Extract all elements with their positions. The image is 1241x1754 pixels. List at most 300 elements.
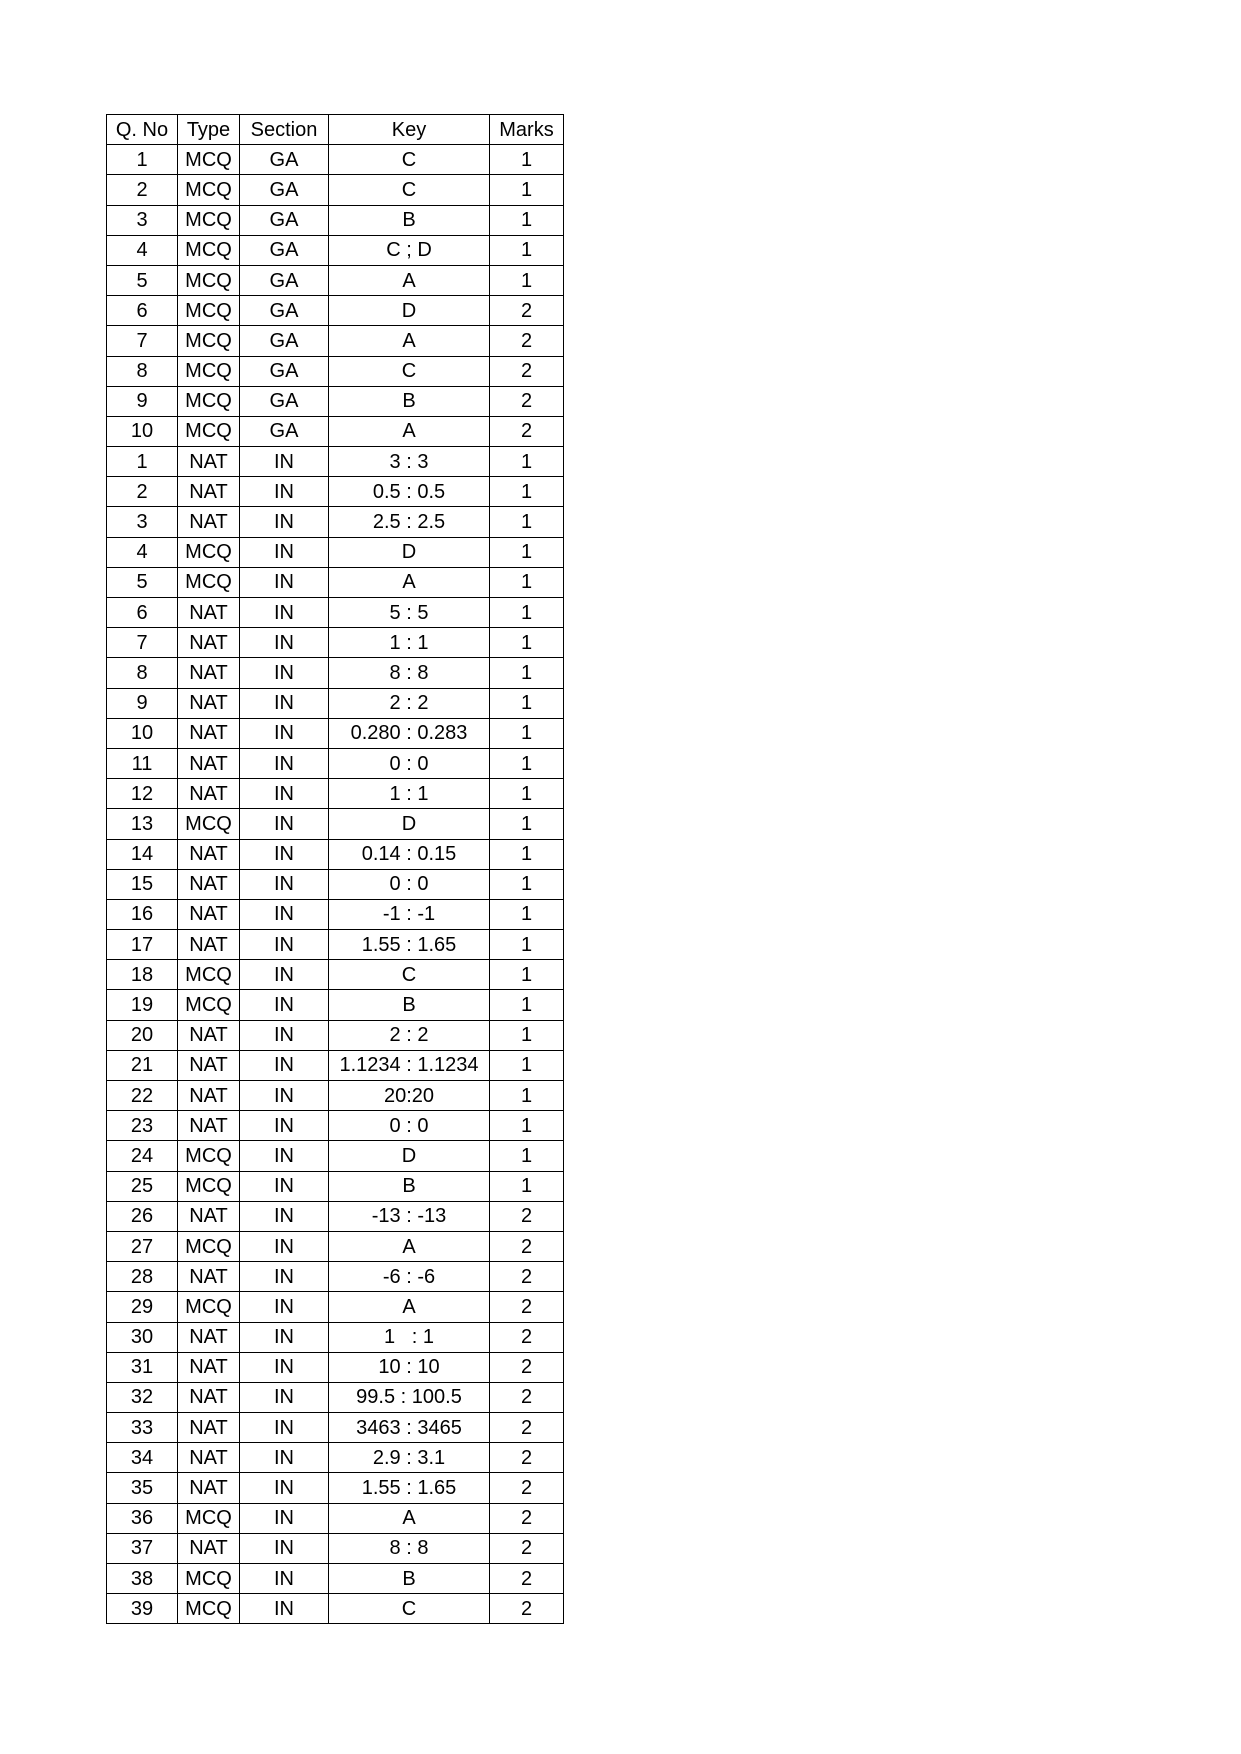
table-row <box>107 1503 564 1533</box>
section-cell: IN <box>240 779 329 809</box>
table-row <box>107 1201 564 1231</box>
key-cell: B <box>329 990 490 1020</box>
section-cell: IN <box>240 567 329 597</box>
marks-cell: 1 <box>490 145 564 175</box>
type-cell: MCQ <box>178 809 240 839</box>
marks-cell: 2 <box>490 1352 564 1382</box>
section-cell: IN <box>240 1413 329 1443</box>
type-cell: MCQ <box>178 1292 240 1322</box>
table-row <box>107 658 564 688</box>
table-row <box>107 809 564 839</box>
table-row <box>107 416 564 446</box>
table-row <box>107 386 564 416</box>
qno-cell: 17 <box>107 930 178 960</box>
table-row <box>107 175 564 205</box>
section-cell: IN <box>240 748 329 778</box>
key-cell: 8 : 8 <box>329 658 490 688</box>
marks-cell: 2 <box>490 1413 564 1443</box>
table-row <box>107 1231 564 1261</box>
marks-cell: 1 <box>490 598 564 628</box>
section-cell: IN <box>240 930 329 960</box>
type-cell: MCQ <box>178 567 240 597</box>
type-cell: NAT <box>178 598 240 628</box>
marks-cell: 1 <box>490 447 564 477</box>
key-cell: 20:20 <box>329 1081 490 1111</box>
marks-cell: 1 <box>490 1081 564 1111</box>
type-cell: NAT <box>178 658 240 688</box>
section-cell: IN <box>240 1292 329 1322</box>
section-cell: GA <box>240 175 329 205</box>
section-cell: IN <box>240 869 329 899</box>
marks-cell: 1 <box>490 899 564 929</box>
table-row <box>107 718 564 748</box>
qno-cell: 5 <box>107 567 178 597</box>
table-row <box>107 567 564 597</box>
type-cell: NAT <box>178 899 240 929</box>
marks-cell: 1 <box>490 1141 564 1171</box>
key-cell: 5 : 5 <box>329 598 490 628</box>
type-cell: NAT <box>178 1201 240 1231</box>
marks-cell: 1 <box>490 809 564 839</box>
section-cell: IN <box>240 839 329 869</box>
qno-cell: 8 <box>107 356 178 386</box>
marks-cell: 2 <box>490 1262 564 1292</box>
qno-cell: 4 <box>107 537 178 567</box>
section-cell: IN <box>240 1352 329 1382</box>
marks-cell: 2 <box>490 1473 564 1503</box>
qno-cell: 9 <box>107 688 178 718</box>
qno-cell: 10 <box>107 718 178 748</box>
key-cell: 0.280 : 0.283 <box>329 718 490 748</box>
qno-cell: 31 <box>107 1352 178 1382</box>
marks-cell: 2 <box>490 1382 564 1412</box>
marks-cell: 1 <box>490 839 564 869</box>
qno-cell: 25 <box>107 1171 178 1201</box>
key-cell: 2 : 2 <box>329 688 490 718</box>
qno-cell: 12 <box>107 779 178 809</box>
marks-cell: 2 <box>490 1564 564 1594</box>
marks-cell: 2 <box>490 1292 564 1322</box>
type-cell: NAT <box>178 1081 240 1111</box>
qno-cell: 7 <box>107 628 178 658</box>
section-cell: IN <box>240 477 329 507</box>
section-cell: IN <box>240 628 329 658</box>
qno-cell: 3 <box>107 507 178 537</box>
type-cell: NAT <box>178 1533 240 1563</box>
section-cell: GA <box>240 145 329 175</box>
marks-cell: 1 <box>490 1020 564 1050</box>
marks-cell: 1 <box>490 718 564 748</box>
qno-cell: 34 <box>107 1443 178 1473</box>
type-cell: MCQ <box>178 1141 240 1171</box>
key-cell: 1 : 1 <box>329 1322 490 1352</box>
marks-cell: 1 <box>490 779 564 809</box>
table-body <box>107 145 564 1624</box>
qno-cell: 2 <box>107 175 178 205</box>
table-row <box>107 1443 564 1473</box>
section-cell: IN <box>240 1594 329 1624</box>
type-cell: MCQ <box>178 1231 240 1261</box>
key-cell: A <box>329 1503 490 1533</box>
section-cell: GA <box>240 326 329 356</box>
header-key: Key <box>329 115 490 145</box>
key-cell: 0.14 : 0.15 <box>329 839 490 869</box>
type-cell: NAT <box>178 1262 240 1292</box>
qno-cell: 36 <box>107 1503 178 1533</box>
type-cell: NAT <box>178 718 240 748</box>
qno-cell: 6 <box>107 598 178 628</box>
marks-cell: 2 <box>490 386 564 416</box>
table-row <box>107 205 564 235</box>
qno-cell: 13 <box>107 809 178 839</box>
table-row <box>107 688 564 718</box>
table-row <box>107 598 564 628</box>
section-cell: IN <box>240 507 329 537</box>
type-cell: MCQ <box>178 960 240 990</box>
qno-cell: 19 <box>107 990 178 1020</box>
qno-cell: 14 <box>107 839 178 869</box>
qno-cell: 1 <box>107 447 178 477</box>
qno-cell: 38 <box>107 1564 178 1594</box>
type-cell: NAT <box>178 930 240 960</box>
header-type: Type <box>178 115 240 145</box>
table-row <box>107 1292 564 1322</box>
marks-cell: 1 <box>490 477 564 507</box>
qno-cell: 35 <box>107 1473 178 1503</box>
key-cell: 0 : 0 <box>329 869 490 899</box>
section-cell: IN <box>240 1503 329 1533</box>
section-cell: IN <box>240 1050 329 1080</box>
type-cell: NAT <box>178 1050 240 1080</box>
type-cell: MCQ <box>178 416 240 446</box>
qno-cell: 10 <box>107 416 178 446</box>
key-cell: A <box>329 567 490 597</box>
marks-cell: 1 <box>490 930 564 960</box>
key-cell: 3 : 3 <box>329 447 490 477</box>
marks-cell: 1 <box>490 205 564 235</box>
type-cell: MCQ <box>178 356 240 386</box>
key-cell: B <box>329 386 490 416</box>
type-cell: NAT <box>178 748 240 778</box>
marks-cell: 2 <box>490 1231 564 1261</box>
section-cell: IN <box>240 990 329 1020</box>
marks-cell: 1 <box>490 567 564 597</box>
table-row <box>107 1413 564 1443</box>
section-cell: GA <box>240 386 329 416</box>
section-cell: GA <box>240 235 329 265</box>
type-cell: NAT <box>178 1382 240 1412</box>
type-cell: NAT <box>178 1020 240 1050</box>
key-cell: -1 : -1 <box>329 899 490 929</box>
key-cell: -13 : -13 <box>329 1201 490 1231</box>
table-row <box>107 1050 564 1080</box>
table-row <box>107 990 564 1020</box>
qno-cell: 22 <box>107 1081 178 1111</box>
key-cell: 0 : 0 <box>329 1111 490 1141</box>
qno-cell: 24 <box>107 1141 178 1171</box>
answer-key-table <box>106 114 564 1624</box>
marks-cell: 1 <box>490 748 564 778</box>
type-cell: MCQ <box>178 990 240 1020</box>
key-cell: 2 : 2 <box>329 1020 490 1050</box>
marks-cell: 2 <box>490 1322 564 1352</box>
key-cell: 10 : 10 <box>329 1352 490 1382</box>
key-cell: 1.55 : 1.65 <box>329 930 490 960</box>
marks-cell: 1 <box>490 1171 564 1201</box>
marks-cell: 2 <box>490 296 564 326</box>
table-row <box>107 1473 564 1503</box>
section-cell: IN <box>240 1533 329 1563</box>
section-cell: IN <box>240 598 329 628</box>
qno-cell: 18 <box>107 960 178 990</box>
type-cell: MCQ <box>178 145 240 175</box>
table-row <box>107 869 564 899</box>
qno-cell: 9 <box>107 386 178 416</box>
qno-cell: 3 <box>107 205 178 235</box>
marks-cell: 1 <box>490 537 564 567</box>
type-cell: NAT <box>178 1111 240 1141</box>
qno-cell: 29 <box>107 1292 178 1322</box>
table-row <box>107 1352 564 1382</box>
qno-cell: 5 <box>107 265 178 295</box>
section-cell: GA <box>240 265 329 295</box>
table-row <box>107 1382 564 1412</box>
key-cell: 0 : 0 <box>329 748 490 778</box>
key-cell: D <box>329 296 490 326</box>
table-row <box>107 477 564 507</box>
type-cell: NAT <box>178 1352 240 1382</box>
section-cell: IN <box>240 1141 329 1171</box>
table-row <box>107 628 564 658</box>
key-cell: A <box>329 1292 490 1322</box>
qno-cell: 37 <box>107 1533 178 1563</box>
qno-cell: 6 <box>107 296 178 326</box>
section-cell: IN <box>240 1020 329 1050</box>
section-cell: IN <box>240 1382 329 1412</box>
table-row <box>107 1111 564 1141</box>
section-cell: IN <box>240 809 329 839</box>
table-row <box>107 1322 564 1352</box>
section-cell: IN <box>240 1262 329 1292</box>
qno-cell: 1 <box>107 145 178 175</box>
type-cell: MCQ <box>178 235 240 265</box>
key-cell: A <box>329 1231 490 1261</box>
qno-cell: 32 <box>107 1382 178 1412</box>
type-cell: MCQ <box>178 1594 240 1624</box>
section-cell: IN <box>240 1111 329 1141</box>
type-cell: MCQ <box>178 205 240 235</box>
type-cell: MCQ <box>178 296 240 326</box>
key-cell: 99.5 : 100.5 <box>329 1382 490 1412</box>
key-cell: C <box>329 1594 490 1624</box>
marks-cell: 1 <box>490 235 564 265</box>
marks-cell: 1 <box>490 658 564 688</box>
marks-cell: 2 <box>490 416 564 446</box>
qno-cell: 27 <box>107 1231 178 1261</box>
key-cell: D <box>329 809 490 839</box>
answer-key-sheet <box>106 114 564 1624</box>
table-row <box>107 1141 564 1171</box>
section-cell: IN <box>240 688 329 718</box>
qno-cell: 11 <box>107 748 178 778</box>
marks-cell: 2 <box>490 1443 564 1473</box>
marks-cell: 1 <box>490 1050 564 1080</box>
table-row <box>107 1594 564 1624</box>
type-cell: NAT <box>178 1413 240 1443</box>
key-cell: 1.55 : 1.65 <box>329 1473 490 1503</box>
key-cell: 0.5 : 0.5 <box>329 477 490 507</box>
type-cell: NAT <box>178 779 240 809</box>
key-cell: B <box>329 1564 490 1594</box>
marks-cell: 1 <box>490 175 564 205</box>
marks-cell: 2 <box>490 1594 564 1624</box>
section-cell: GA <box>240 296 329 326</box>
type-cell: NAT <box>178 507 240 537</box>
qno-cell: 2 <box>107 477 178 507</box>
key-cell: 2.9 : 3.1 <box>329 1443 490 1473</box>
key-cell: 3463 : 3465 <box>329 1413 490 1443</box>
key-cell: A <box>329 416 490 446</box>
marks-cell: 2 <box>490 1533 564 1563</box>
key-cell: C <box>329 175 490 205</box>
marks-cell: 2 <box>490 326 564 356</box>
key-cell: D <box>329 1141 490 1171</box>
marks-cell: 1 <box>490 688 564 718</box>
key-cell: 1 : 1 <box>329 628 490 658</box>
key-cell: C ; D <box>329 235 490 265</box>
type-cell: NAT <box>178 1473 240 1503</box>
key-cell: C <box>329 145 490 175</box>
table-row <box>107 779 564 809</box>
qno-cell: 7 <box>107 326 178 356</box>
type-cell: NAT <box>178 477 240 507</box>
table-row <box>107 1564 564 1594</box>
type-cell: MCQ <box>178 537 240 567</box>
table-row <box>107 960 564 990</box>
table-row <box>107 1262 564 1292</box>
table-row <box>107 1081 564 1111</box>
key-cell: A <box>329 265 490 295</box>
table-row <box>107 356 564 386</box>
section-cell: IN <box>240 960 329 990</box>
marks-cell: 2 <box>490 1201 564 1231</box>
key-cell: -6 : -6 <box>329 1262 490 1292</box>
header-row <box>107 115 564 145</box>
type-cell: NAT <box>178 839 240 869</box>
type-cell: MCQ <box>178 1171 240 1201</box>
table-row <box>107 899 564 929</box>
type-cell: NAT <box>178 628 240 658</box>
section-cell: IN <box>240 537 329 567</box>
table-row <box>107 447 564 477</box>
qno-cell: 8 <box>107 658 178 688</box>
section-cell: IN <box>240 1443 329 1473</box>
qno-cell: 4 <box>107 235 178 265</box>
type-cell: NAT <box>178 688 240 718</box>
type-cell: MCQ <box>178 1564 240 1594</box>
qno-cell: 20 <box>107 1020 178 1050</box>
section-cell: IN <box>240 1231 329 1261</box>
table-row <box>107 1020 564 1050</box>
qno-cell: 26 <box>107 1201 178 1231</box>
marks-cell: 2 <box>490 356 564 386</box>
qno-cell: 28 <box>107 1262 178 1292</box>
table-row <box>107 265 564 295</box>
key-cell: D <box>329 537 490 567</box>
key-cell: A <box>329 326 490 356</box>
marks-cell: 1 <box>490 628 564 658</box>
section-cell: GA <box>240 416 329 446</box>
table-row <box>107 507 564 537</box>
type-cell: NAT <box>178 1322 240 1352</box>
table-row <box>107 839 564 869</box>
table-row <box>107 930 564 960</box>
section-cell: IN <box>240 1201 329 1231</box>
key-cell: 8 : 8 <box>329 1533 490 1563</box>
qno-cell: 30 <box>107 1322 178 1352</box>
qno-cell: 23 <box>107 1111 178 1141</box>
marks-cell: 2 <box>490 1503 564 1533</box>
key-cell: C <box>329 356 490 386</box>
table-row <box>107 1533 564 1563</box>
table-row <box>107 537 564 567</box>
section-cell: IN <box>240 1081 329 1111</box>
type-cell: NAT <box>178 447 240 477</box>
marks-cell: 1 <box>490 990 564 1020</box>
type-cell: MCQ <box>178 265 240 295</box>
section-cell: IN <box>240 1564 329 1594</box>
table-row <box>107 296 564 326</box>
qno-cell: 39 <box>107 1594 178 1624</box>
marks-cell: 1 <box>490 265 564 295</box>
section-cell: GA <box>240 205 329 235</box>
header-marks: Marks <box>490 115 564 145</box>
table-row <box>107 1171 564 1201</box>
section-cell: IN <box>240 718 329 748</box>
table-row <box>107 235 564 265</box>
header-qno: Q. No <box>107 115 178 145</box>
type-cell: MCQ <box>178 175 240 205</box>
marks-cell: 1 <box>490 960 564 990</box>
section-cell: IN <box>240 447 329 477</box>
key-cell: 1.1234 : 1.1234 <box>329 1050 490 1080</box>
table-row <box>107 326 564 356</box>
table-row <box>107 748 564 778</box>
qno-cell: 15 <box>107 869 178 899</box>
section-cell: IN <box>240 1473 329 1503</box>
qno-cell: 21 <box>107 1050 178 1080</box>
type-cell: NAT <box>178 869 240 899</box>
key-cell: B <box>329 1171 490 1201</box>
type-cell: MCQ <box>178 326 240 356</box>
header-section: Section <box>240 115 329 145</box>
qno-cell: 33 <box>107 1413 178 1443</box>
marks-cell: 1 <box>490 869 564 899</box>
section-cell: GA <box>240 356 329 386</box>
type-cell: NAT <box>178 1443 240 1473</box>
section-cell: IN <box>240 1171 329 1201</box>
qno-cell: 16 <box>107 899 178 929</box>
key-cell: B <box>329 205 490 235</box>
section-cell: IN <box>240 899 329 929</box>
key-cell: C <box>329 960 490 990</box>
key-cell: 1 : 1 <box>329 779 490 809</box>
type-cell: MCQ <box>178 1503 240 1533</box>
marks-cell: 1 <box>490 1111 564 1141</box>
type-cell: MCQ <box>178 386 240 416</box>
marks-cell: 1 <box>490 507 564 537</box>
section-cell: IN <box>240 1322 329 1352</box>
